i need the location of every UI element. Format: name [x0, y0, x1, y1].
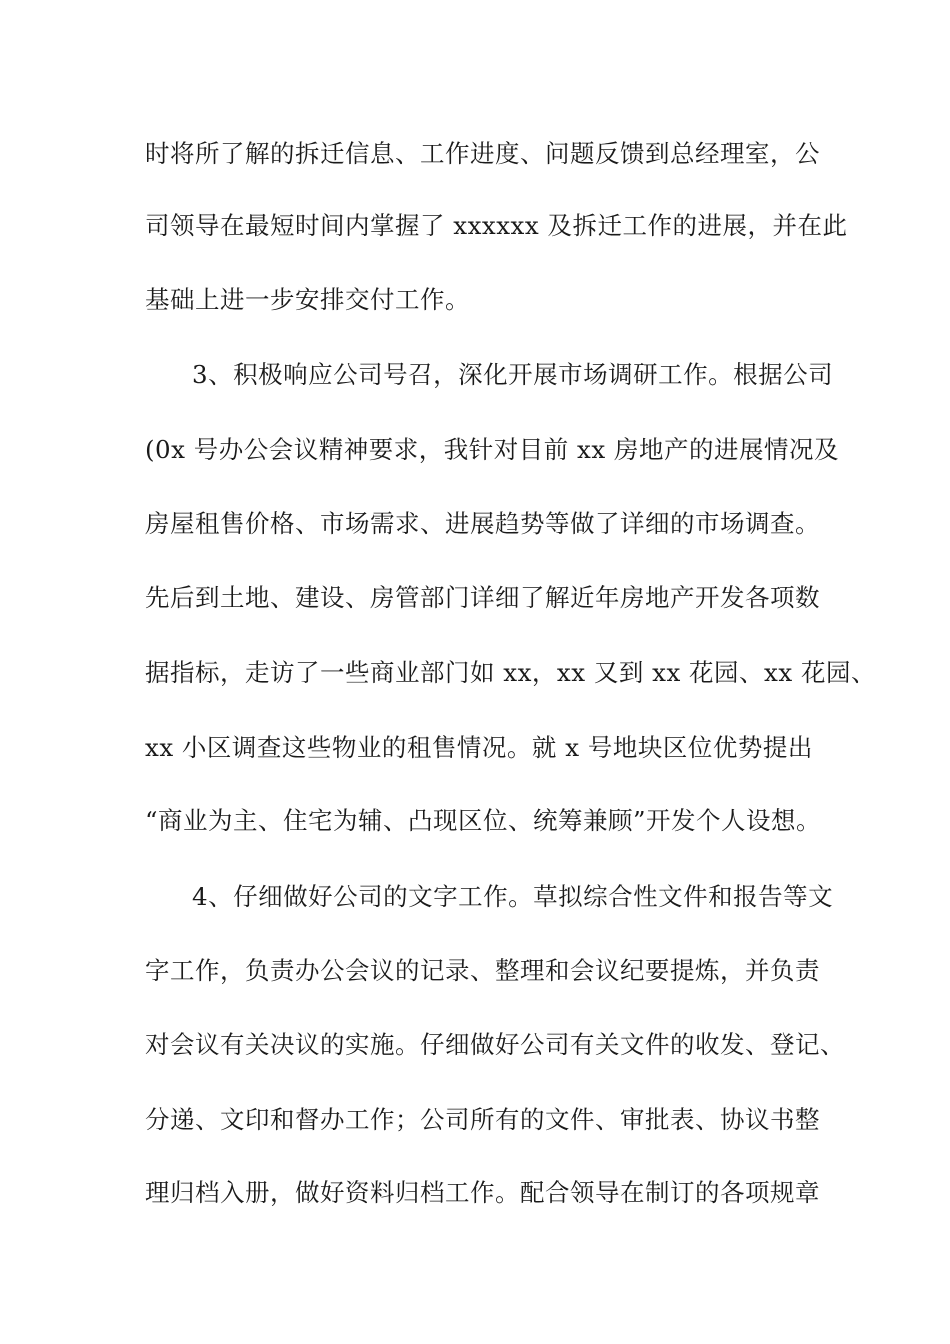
text-line: 基础上进一步安排交付工作。 — [145, 285, 470, 314]
paragraph-start-line: 4、仔细做好公司的文字工作。草拟综合性文件和报告等文 — [192, 882, 834, 911]
text-line: 司领导在最短时间内掌握了 xxxxxx 及拆迁工作的进展，并在此 — [145, 211, 848, 240]
text-line: “商业为主、住宅为辅、凸现区位、统筹兼顾”开发个人设想。 — [145, 806, 822, 835]
text-line: xx 小区调查这些物业的租售情况。就 x 号地块区位优势提出 — [145, 733, 813, 762]
text-line: 字工作，负责办公会议的记录、整理和会议纪要提炼，并负责 — [145, 956, 820, 985]
text-line: 房屋租售价格、市场需求、进展趋势等做了详细的市场调查。 — [145, 509, 820, 538]
text-line: 时将所了解的拆迁信息、工作进度、问题反馈到总经理室，公 — [145, 139, 820, 168]
text-line: 理归档入册，做好资料归档工作。配合领导在制订的各项规章 — [145, 1178, 820, 1207]
text-line: 据指标，走访了一些商业部门如 xx，xx 又到 xx 花园、xx 花园、 — [145, 658, 876, 687]
text-line: 对会议有关决议的实施。仔细做好公司有关文件的收发、登记、 — [145, 1030, 845, 1059]
text-line: 分递、文印和督办工作；公司所有的文件、审批表、协议书整 — [145, 1105, 820, 1134]
text-line: 先后到土地、建设、房管部门详细了解近年房地产开发各项数 — [145, 583, 820, 612]
text-line: (0x 号办公会议精神要求，我针对目前 xx 房地产的进展情况及 — [145, 435, 839, 464]
paragraph-start-line: 3、积极响应公司号召，深化开展市场调研工作。根据公司 — [192, 360, 834, 389]
